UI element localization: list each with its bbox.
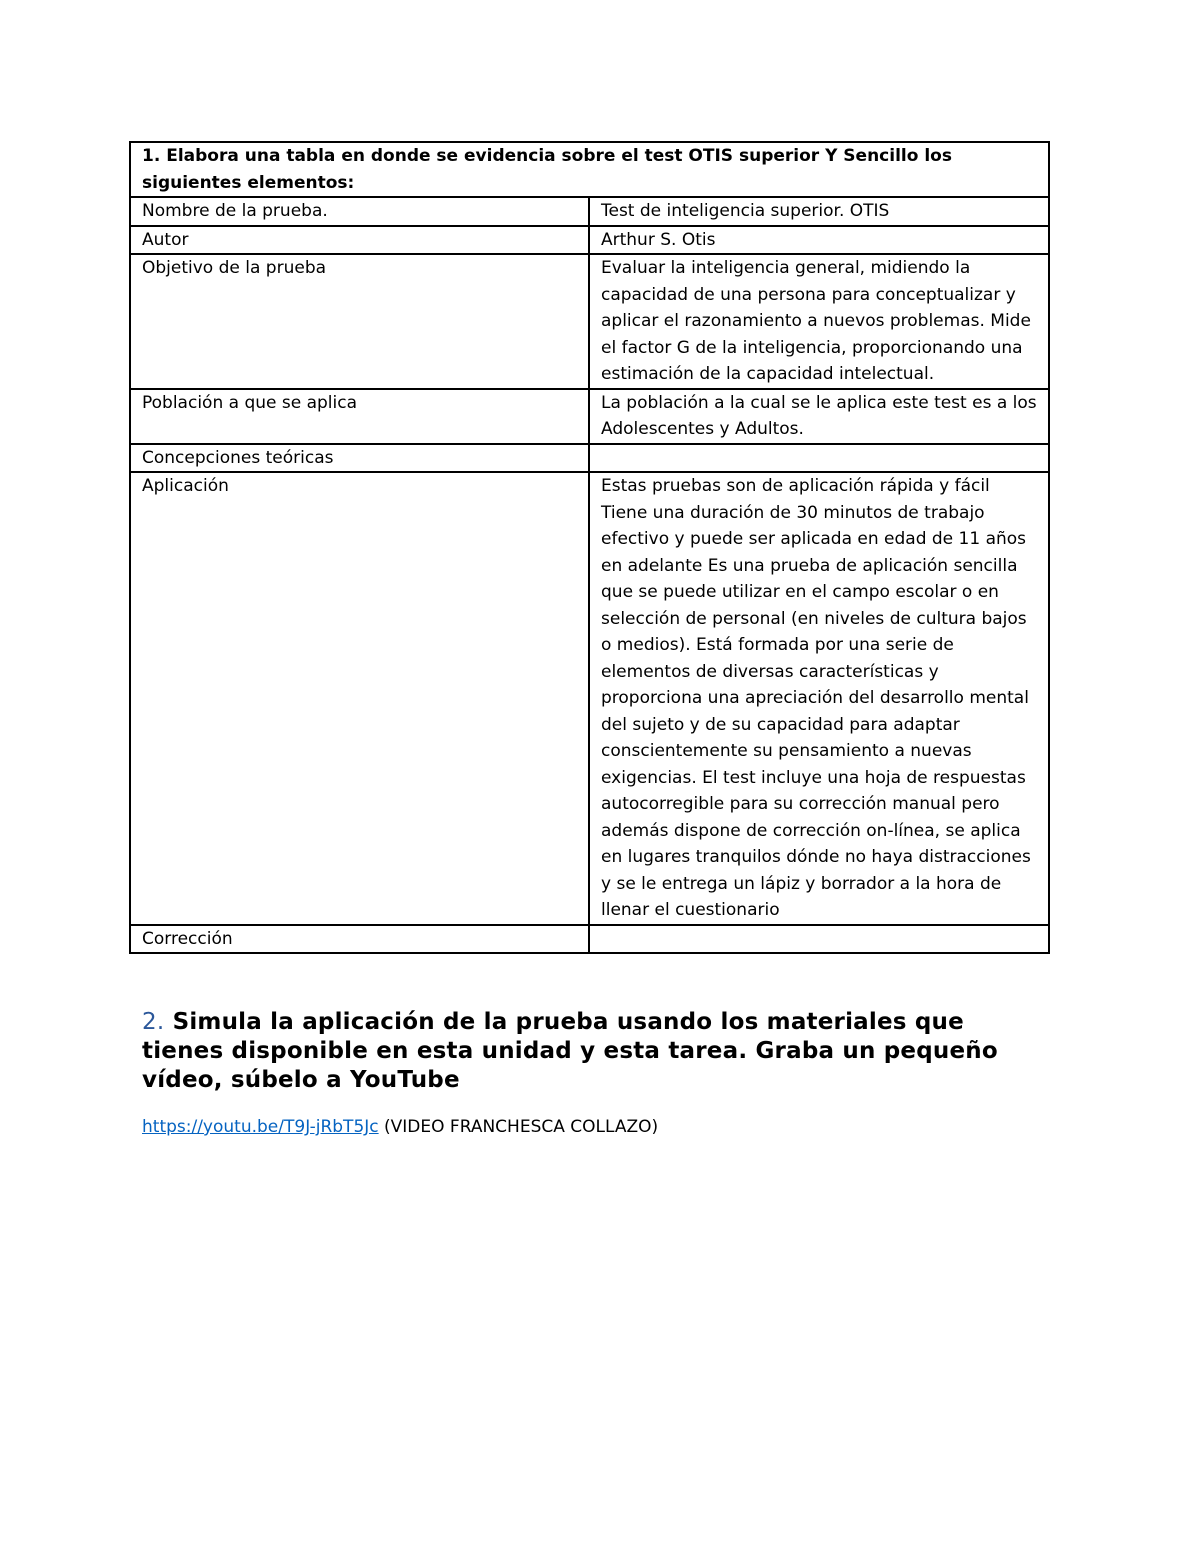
table-row	[130, 472, 1049, 925]
video-link-line	[142, 1114, 1042, 1140]
row-label: Nombre de la prueba.	[130, 197, 589, 226]
table-row	[130, 197, 1049, 226]
table-header-row	[130, 142, 1049, 197]
table-row	[130, 389, 1049, 444]
section-2-number: 2.	[142, 1009, 165, 1035]
table-header-cell: 1. Elabora una tabla en donde se evidencia sobre el test OTIS superior Y Sencillo los siguientes elementos:	[130, 142, 1049, 197]
row-label: Aplicación	[130, 472, 589, 925]
row-value: Evaluar la inteligencia general, midiendo la capacidad de una persona para conceptualizar y aplicar el razonamiento a nuevos problemas. Mide el factor G de la inteligencia, proporcionando una estimación de la capacidad intelectual.	[589, 254, 1049, 389]
row-value: Arthur S. Otis	[589, 226, 1049, 255]
section-2-text: Simula la aplicación de la prueba usando los materiales que tienes disponible en esta unidad y esta tarea. Graba un pequeño vídeo, súbelo a YouTube	[142, 1009, 998, 1093]
table-row	[130, 444, 1049, 473]
table-row	[130, 226, 1049, 255]
row-label: Concepciones teóricas	[130, 444, 589, 473]
row-value	[589, 925, 1049, 954]
row-value: Estas pruebas son de aplicación rápida y fácil Tiene una duración de 30 minutos de trabajo efectivo y puede ser aplicada en edad de 11 años en adelante Es una prueba de aplicación sencilla que se puede utilizar en el campo escolar o en selección de personal (en niveles de cultura bajos o medios). Está formada por una serie de elementos de diversas características y proporciona una apreciación del desarrollo mental del sujeto y de su capacidad para adaptar conscientemente su pensamiento a nuevas exigencias. El test incluye una hoja de respuestas autocorregible para su corrección manual pero además dispone de corrección on-línea, se aplica en lugares tranquilos dónde no haya distracciones y se le entrega un lápiz y borrador a la hora de llenar el cuestionario	[589, 472, 1049, 925]
table-row	[130, 925, 1049, 954]
row-value	[589, 444, 1049, 473]
otis-table	[129, 141, 1050, 954]
video-caption: (VIDEO FRANCHESCA COLLAZO)	[384, 1117, 659, 1137]
row-label: Corrección	[130, 925, 589, 954]
section-2-heading	[142, 1008, 1042, 1095]
youtube-video-link[interactable]: https://youtu.be/T9J-jRbT5Jc	[142, 1117, 379, 1137]
row-value: Test de inteligencia superior. OTIS	[589, 197, 1049, 226]
row-label: Población a que se aplica	[130, 389, 589, 444]
row-label: Autor	[130, 226, 589, 255]
row-value: La población a la cual se le aplica este test es a los Adolescentes y Adultos.	[589, 389, 1049, 444]
row-label: Objetivo de la prueba	[130, 254, 589, 389]
table-row	[130, 254, 1049, 389]
